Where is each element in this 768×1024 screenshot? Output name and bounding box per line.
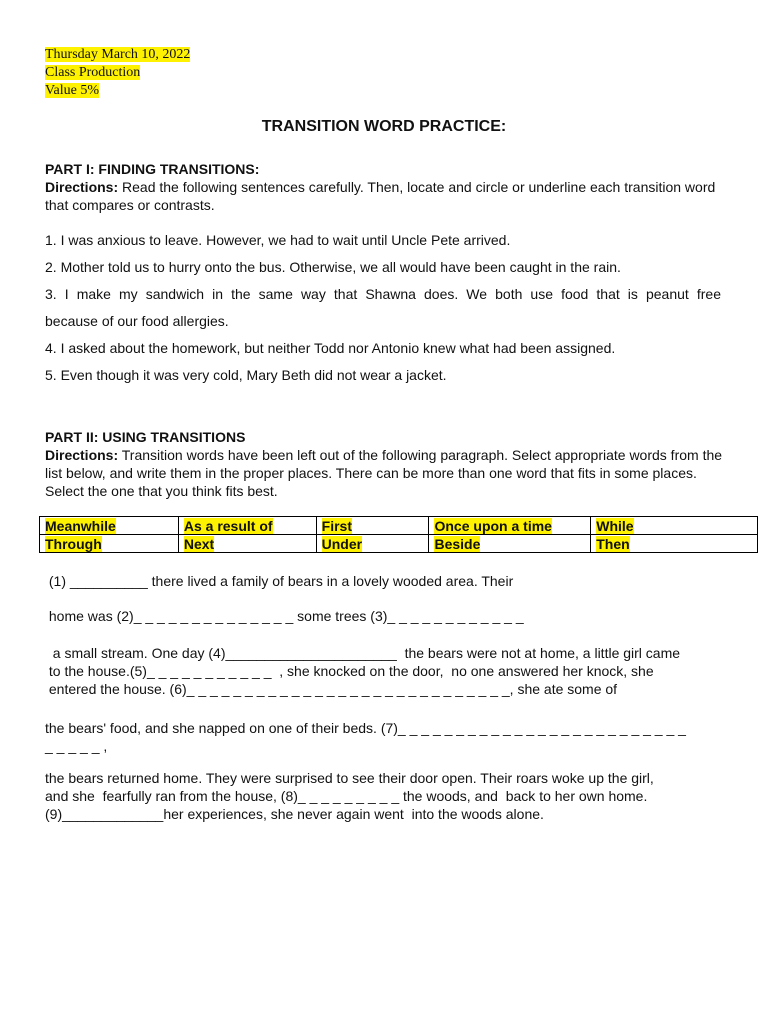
part1-directions — [45, 178, 725, 214]
sentence-5: 5. Even though it was very cold, Mary Beth did not wear a jacket. — [45, 367, 447, 383]
sentence-1: 1. I was anxious to leave. However, we had to wait until Uncle Pete arrived. — [45, 232, 511, 248]
part2-section — [45, 428, 725, 500]
word-bank-cell: As a result of — [178, 517, 316, 535]
story-line-2: home was (2)_ _ _ _ _ _ _ _ _ _ _ _ _ _ some trees (3)_ _ _ _ _ _ _ _ _ _ _ _ — [45, 608, 524, 624]
story-line-3: a small stream. One day (4)______________________ the bears were not at home, a little girl came — [45, 645, 681, 661]
story-line-7: _ _ _ _ _ , — [45, 738, 108, 754]
story-line-9: and she fearfully ran from the house, (8)_ _ _ _ _ _ _ _ _ the woods, and back to her own home. — [45, 788, 648, 804]
part1-sentences — [45, 227, 721, 389]
header-date: Thursday March 10, 2022 — [45, 47, 191, 62]
page-title: TRANSITION WORD PRACTICE: — [261, 118, 507, 135]
word-bank-row — [40, 535, 758, 553]
word-bank-cell: Through — [40, 535, 179, 553]
part2-directions-text: Transition words have been left out of the following paragraph. Select appropriate words from the list below, and write them in the proper places. There can be more than one word that fits in some places. Select the one that you think fits best. — [45, 447, 723, 499]
word-bank-cell: Under — [316, 535, 429, 553]
part1-section — [45, 160, 725, 214]
part2-directions — [45, 446, 725, 500]
word-bank-row — [40, 517, 758, 535]
story-line-5: entered the house. (6)_ _ _ _ _ _ _ _ _ _ _ _ _ _ _ _ _ _ _ _ _ _ _ _ _ _ _ _, she ate some of — [45, 681, 618, 697]
sentence-2: 2. Mother told us to hurry onto the bus. Otherwise, we all would have been caught in the rain. — [45, 259, 621, 275]
document-header — [45, 46, 190, 100]
story-line-10: (9)_____________her experiences, she never again went into the woods alone. — [45, 806, 544, 822]
word-bank-cell: Then — [591, 535, 758, 553]
part2-heading: PART II: USING TRANSITIONS — [45, 429, 246, 445]
word-bank-table — [39, 516, 758, 553]
sentence-4: 4. I asked about the homework, but neither Todd nor Antonio knew what had been assigned. — [45, 340, 616, 356]
story-line-6: the bears' food, and she napped on one of their beds. (7)_ _ _ _ _ _ _ _ _ _ _ _ _ _ _ _ _ _ _ _ _ _ _ _ _ — [45, 720, 686, 736]
part1-directions-text: Read the following sentences carefully. Then, locate and circle or underline each transition word that compares or contrasts. — [45, 179, 716, 213]
word-bank-cell: Beside — [429, 535, 591, 553]
word-bank-cell: Meanwhile — [40, 517, 179, 535]
part1-directions-label: Directions: — [45, 179, 119, 195]
word-bank-cell: Once upon a time — [429, 517, 591, 535]
story-line-1: (1) __________ there lived a family of bears in a lovely wooded area. Their — [45, 573, 514, 589]
header-value: Value 5% — [45, 83, 100, 98]
sentence-3-continued: because of our food allergies. — [45, 313, 229, 329]
sentence-3: 3. I make my sandwich in the same way that Shawna does. We both use food that is peanut free — [45, 286, 721, 302]
word-bank-cell: First — [316, 517, 429, 535]
story-line-8: the bears returned home. They were surprised to see their door open. Their roars woke up the girl, — [45, 770, 654, 786]
header-class: Class Production — [45, 65, 141, 80]
word-bank-cell: While — [591, 517, 758, 535]
story-line-4: to the house.(5)_ _ _ _ _ _ _ _ _ _ _ , she knocked on the door, no one answered her knock, she — [45, 663, 654, 679]
word-bank-cell: Next — [178, 535, 316, 553]
part1-heading: PART I: FINDING TRANSITIONS: — [45, 161, 260, 177]
part2-directions-label: Directions: — [45, 447, 119, 463]
